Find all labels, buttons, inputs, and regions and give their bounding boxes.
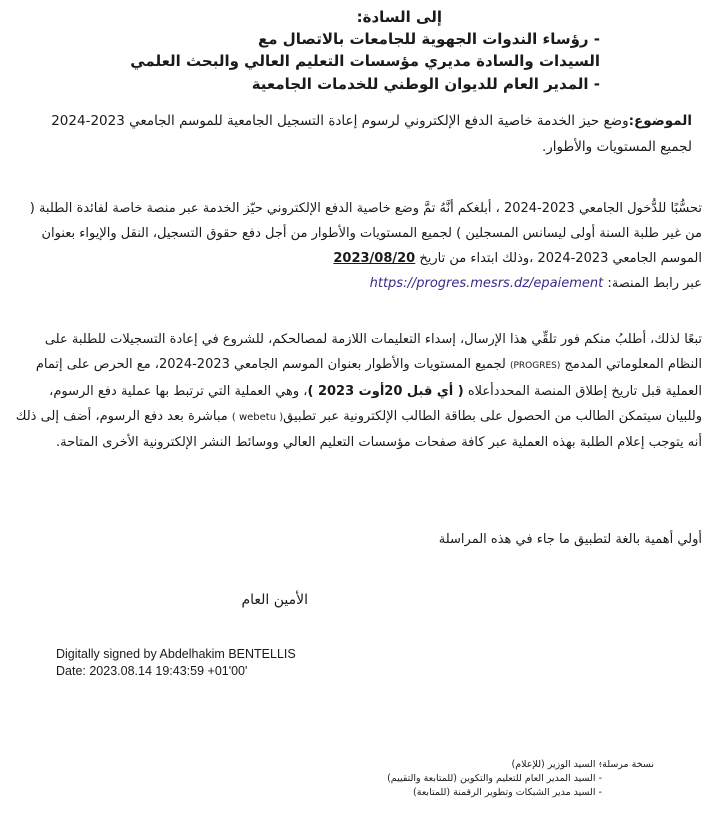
signatory-title: الأمين العام <box>241 592 308 608</box>
subject-block <box>32 108 692 160</box>
digital-signature-name: Digitally signed by Abdelhakim BENTELLIS <box>56 647 296 661</box>
platform-link[interactable]: https://progres.mesrs.dz/epaiement <box>369 276 604 291</box>
paragraph-2-part4: مباشرة بعد دفع الرسوم، أضف إلى ذلك أنه يتوجب إعلام الطلبة بهذه العملية عبر كافة صفحات مؤسسات التعليم العالي ووسائط النشر الإلكترونية الأخرى المتاحة. <box>15 409 702 450</box>
paragraph-2-part2: لجميع المستويات والأطوار بعنوان الموسم الجامعي 2023-2024، مع الحرص على إتمام العملية قبل تاريخ إطلاق المنصة المحددأعلاه <box>35 357 702 399</box>
copy-item: - السيد المدير العام للتعليم والتكوين (للمتابعة والتقييم) <box>387 773 602 784</box>
paragraph-3: أولي أهمية بالغة لتطبيق ما جاء في هذه المراسلة <box>438 532 702 547</box>
deadline-note: ( أي قبل 20أوت 2023 ) <box>307 384 464 399</box>
webetu-app: ( webetu ) <box>231 412 284 423</box>
addressee-line-3: - المدير العام للديوان الوطني للخدمات الجامعية <box>251 75 600 93</box>
digital-signature-date: Date: 2023.08.14 19:43:59 +01'00' <box>56 664 248 678</box>
start-date: 2023/08/20 <box>333 251 416 266</box>
paragraph-2 <box>12 327 702 455</box>
copies-label: نسخة مرسلة: <box>598 759 654 770</box>
addressee-line-1: - رؤساء الندوات الجهوية للجامعات بالاتصال مع <box>258 30 600 48</box>
paragraph-1 <box>12 196 702 296</box>
copy-item: - السيد الوزير (للإعلام) <box>511 759 602 770</box>
salutation: إلى السادة: <box>356 8 442 26</box>
copies-list <box>387 758 602 800</box>
paragraph-1-text: تحسُّبًا للدُّخول الجامعي 2023-2024 ، أبلغكم أنَّهُ تمَّ وضع خاصية الدفع الإلكتروني حيّز الخدمة عبر منصة خاصة لفائدة الطلبة ( من غير طلبة السنة أولى ليسانس المسجلين ) لجميع المستويات والأطوار من أجل دفع حقوق التسجيل، النقل والإيواء بعنوان الموسم الجامعي 2023-2024 ،وذلك ابتداء من تاريخ <box>29 201 702 266</box>
link-prefix: عبر رابط المنصة: <box>607 276 702 291</box>
subject-label: الموضوع: <box>628 113 692 129</box>
copy-item: - السيد مدير الشبكات وتطوير الرقمنة (للمتابعة) <box>413 787 602 798</box>
digital-signature <box>56 646 376 680</box>
addressee-line-2: السيدات والسادة مديري مؤسسات التعليم العالي والبحث العلمي <box>130 52 600 70</box>
paragraph-2-part1: تبعًا لذلك، أطلبُ منكم فور تلقِّي هذا الإرسال، إسداء التعليمات اللازمة لمصالحكم، للشروع في إعادة التسجيلات للطلبة على النظام المعلوماتي المدمج <box>44 332 702 372</box>
progres-system: (PROGRES) <box>509 361 561 371</box>
subject-text: وضع حيز الخدمة خاصية الدفع الإلكتروني لرسوم إعادة التسجيل الجامعية للموسم الجامعي 2023-2024 لجميع المستويات والأطوار. <box>51 113 692 155</box>
paragraph-2-part3: ، وهي العملية التي ترتبط بها عملية دفع الرسوم، وللبيان سيتمكن الطالب من الحصول على بطاقة الطالب الإلكترونية عبر تطبيق <box>49 384 702 424</box>
